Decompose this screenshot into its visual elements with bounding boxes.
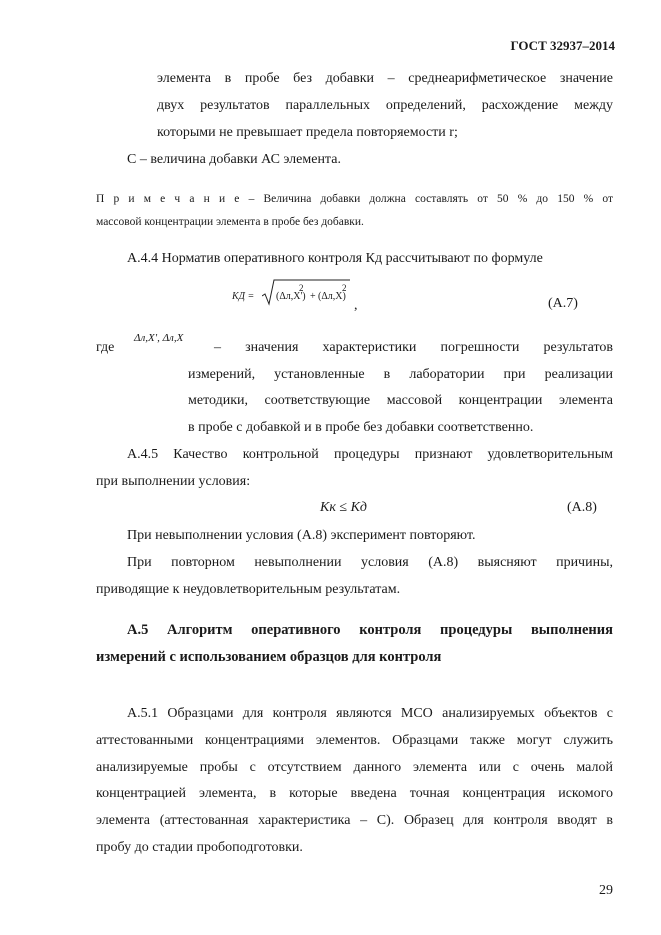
paragraph-line: анализируемые пробы с отсутствием данного элемента или с очень малой (96, 760, 613, 775)
condition-formula: Kк ≤ Kд (320, 500, 367, 515)
paragraph-line: концентрацией элемента, в которые введена точная концентрация искомого (96, 786, 613, 801)
where-symbols: Δл,X', Δл,X (134, 332, 184, 344)
formula-term2: (Δл,X) (318, 291, 346, 302)
where-line: в пробе с добавкой и в пробе без добавки соответственно. (188, 420, 534, 435)
note-line: П р и м е ч а н и е – Величина добавки должна составлять от 50 % до 150 % от (96, 193, 613, 205)
section-a44-text: А.4.4 Норматив оперативного контроля Кд рассчитывают по формуле (127, 251, 543, 266)
paragraph-line: А.5.1 Образцами для контроля являются МСО анализируемых объектов с (127, 706, 613, 721)
formula-number: (А.7) (548, 296, 578, 311)
where-label: где (96, 340, 115, 355)
where-line: – значения характеристики погрешности результатов (214, 340, 613, 355)
note-line: массовой концентрации элемента в пробе без добавки. (96, 216, 364, 228)
paragraph-line: при выполнении условия: (96, 474, 251, 489)
paragraph-line: аттестованными концентрациями элементов. Образцами также могут служить (96, 733, 613, 748)
paragraph-line: А.4.5 Качество контрольной процедуры признают удовлетворительным (127, 447, 613, 462)
formula-exponent: 2 (342, 283, 347, 293)
where-line: методики, соответствующие массовой концентрации элемента (188, 393, 613, 408)
paragraph-line: которыми не превышает предела повторяемости r; (157, 125, 458, 140)
formula-term1: (Δл,X') (276, 291, 306, 302)
formula-comma: , (354, 298, 358, 313)
formula-lhs: KД = (232, 291, 255, 302)
paragraph-line: При повторном невыполнении условия (А.8) выясняют причины, (127, 555, 613, 570)
paragraph-line: элемента (аттестованная характеристика – C). Образец для контроля вводят в (96, 813, 613, 828)
section-heading: измерений с использованием образцов для контроля (96, 649, 442, 665)
section-heading: А.5 Алгоритм оперативного контроля процедуры выполнения (127, 622, 613, 638)
where-line: измерений, установленные в лаборатории при реализации (188, 367, 613, 382)
paragraph-line: приводящие к неудовлетворительным результатам. (96, 582, 401, 597)
paragraph-line: При невыполнении условия (А.8) эксперимент повторяют. (127, 528, 476, 543)
page-number: 29 (599, 883, 613, 898)
paragraph-line: двух результатов параллельных определений, расхождение между (157, 98, 613, 113)
c-definition: C – величина добавки АС элемента. (127, 152, 341, 167)
formula-exponent: 2 (299, 283, 304, 293)
formula-plus: + (310, 291, 316, 302)
condition-number: (А.8) (567, 500, 597, 515)
document-header: ГОСТ 32937–2014 (510, 38, 615, 53)
paragraph-line: элемента в пробе без добавки – среднеарифметическое значение (157, 71, 613, 86)
paragraph-line: пробу до стадии пробоподготовки. (96, 840, 303, 855)
